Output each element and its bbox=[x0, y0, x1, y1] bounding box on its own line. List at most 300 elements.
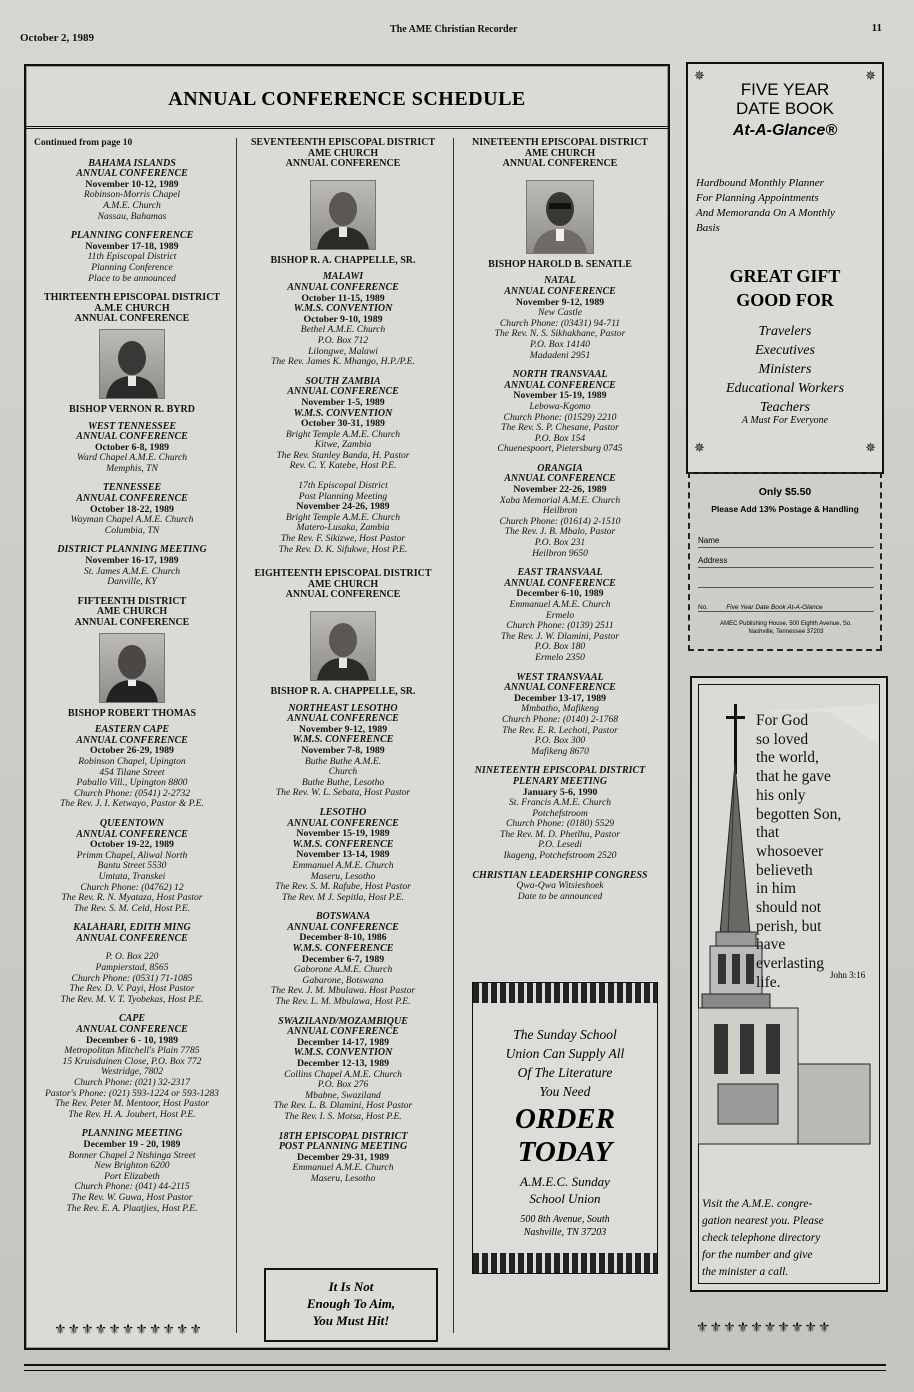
entry-line: Emmanuel A.M.E. Church bbox=[292, 859, 394, 871]
entry-line: Robinson Chapel, Upington bbox=[78, 755, 186, 767]
conference-entry bbox=[32, 422, 232, 475]
bishop-photo bbox=[310, 611, 376, 681]
audience-item: Executives bbox=[755, 343, 815, 358]
quantity-field[interactable] bbox=[698, 604, 874, 612]
district-heading-line: ANNUAL CONFERENCE bbox=[502, 158, 618, 170]
publisher-line: Nashville, Tennessee 37203 bbox=[748, 629, 824, 635]
entry-date: December 6-10, 1989 bbox=[516, 588, 604, 600]
entry-title: EAST TRANSVAAL bbox=[517, 567, 603, 579]
entry-line: Gabarone, Botswana bbox=[302, 974, 384, 986]
entry-date: November 15-19, 1989 bbox=[513, 390, 607, 402]
bible-verse bbox=[756, 712, 872, 993]
newspaper-name: The AME Christian Recorder bbox=[390, 24, 518, 35]
bishop-photo bbox=[310, 180, 376, 250]
entry-line: Church Phone: (0541) 2-2732 bbox=[73, 787, 191, 799]
district-heading bbox=[240, 138, 446, 170]
entry-date: November 24-26, 1989 bbox=[296, 501, 390, 513]
bishop-name: BISHOP R. A. CHAPPELLE, SR. bbox=[270, 254, 416, 266]
conference-entry bbox=[458, 276, 662, 361]
datebook-title-line: DATE BOOK bbox=[736, 99, 834, 118]
motto-text bbox=[266, 1278, 436, 1329]
datebook-title bbox=[688, 80, 882, 118]
datebook-description bbox=[696, 176, 874, 236]
entry-line: The Rev. H. A. Joubert, Host P.E. bbox=[68, 1108, 196, 1120]
title-bar bbox=[26, 66, 668, 129]
entry-line: Bright Temple A.M.E. Church bbox=[285, 428, 401, 440]
entry-title: 18TH EPISCOPAL DISTRICT bbox=[278, 1130, 408, 1142]
conference-entry bbox=[240, 1017, 446, 1123]
entry-line: Metropolitan Mitchell's Plain 7785 bbox=[64, 1045, 200, 1057]
entry-line: Ermelo bbox=[545, 609, 575, 621]
conference-entry bbox=[240, 704, 446, 799]
district-heading bbox=[32, 597, 232, 629]
conference-entry bbox=[458, 871, 662, 903]
entry-line: Robinson-Morris Chapel bbox=[83, 189, 181, 201]
entry-title: NORTH TRANSVAAL bbox=[512, 369, 608, 381]
datebook-desc-line: And Memoranda On A Monthly bbox=[696, 207, 835, 219]
verse-line: the world, bbox=[756, 749, 819, 767]
entry-line: 17th Episcopal District bbox=[298, 480, 388, 492]
entry-subtitle: ANNUAL CONFERENCE bbox=[504, 285, 616, 297]
schedule-column-2 bbox=[240, 138, 446, 1194]
entry-line: Matero-Lusaka, Zambia bbox=[296, 522, 390, 534]
entry-title: QUEENTOWN bbox=[99, 817, 165, 829]
entry-line: Chuenespoort, Pietersburg 0745 bbox=[497, 443, 623, 455]
bishop-photo bbox=[526, 180, 594, 254]
entry-date: December 19 - 20, 1989 bbox=[83, 1138, 181, 1150]
entry-line: P.O. Box 712 bbox=[317, 334, 369, 346]
fleur-de-lis-icon: ⚜⚜⚜⚜⚜⚜⚜⚜⚜⚜ bbox=[696, 1321, 832, 1336]
entry-subtitle: PLENARY MEETING bbox=[512, 775, 608, 787]
page-header bbox=[20, 22, 882, 44]
name-label: Name bbox=[698, 536, 720, 545]
entry-subtitle: W.M.S. CONVENTION bbox=[293, 407, 393, 419]
bishop-name: BISHOP R. A. CHAPPELLE, SR. bbox=[270, 686, 416, 697]
entry-subtitle: W.M.S. CONFERENCE bbox=[292, 734, 394, 746]
entry-subtitle: ANNUAL CONFERENCE bbox=[76, 168, 188, 180]
entry-line: The Rev. M. V. T. Tyobekas, Host P.E. bbox=[60, 993, 204, 1005]
entry-line: The Rev. L. B. Dlamini, Host Pastor bbox=[273, 1100, 413, 1112]
entry-line: The Rev. N. S. Sikhakhane, Pastor bbox=[494, 328, 626, 340]
entry-line: 15 Kruisduinen Close, P.O. Box 772 bbox=[62, 1055, 202, 1067]
district-heading-line: AME CHURCH bbox=[524, 147, 596, 159]
entry-line: The Rev. D. V. Payi, Host Pastor bbox=[69, 983, 195, 995]
entry-subtitle: ANNUAL CONFERENCE bbox=[76, 932, 188, 944]
conference-entry bbox=[240, 481, 446, 555]
datebook-gift-heading bbox=[688, 264, 882, 312]
entry-line: The Rev. M J. Sepitla, Host P.E. bbox=[282, 891, 404, 903]
entry-line: The Rev. L. M. Mbulawa, Host P.E. bbox=[275, 996, 411, 1008]
order-item-label: Five Year Date Book At-A-Glance bbox=[726, 604, 823, 611]
entry-subtitle: ANNUAL CONFERENCE bbox=[504, 379, 616, 391]
district-heading-line: AME CHURCH bbox=[307, 147, 379, 159]
district-heading-line: ANNUAL CONFERENCE bbox=[285, 589, 401, 601]
entry-date: October 30-31, 1989 bbox=[301, 418, 385, 430]
entry-title: TENNESSEE bbox=[102, 482, 162, 494]
conference-entry bbox=[240, 1132, 446, 1185]
entry-line: Qwa-Qwa Witsieshoek bbox=[516, 880, 604, 892]
page-number: 11 bbox=[871, 22, 882, 34]
entry-date: November 15-19, 1989 bbox=[296, 828, 390, 840]
visit-line: for the number and give bbox=[702, 1249, 813, 1261]
star-ornament-icon: ✵ bbox=[865, 440, 876, 455]
entry-line: The Rev. James K. Mhango, H.P./P.E. bbox=[271, 356, 415, 368]
entry-line: Church Phone: (021) 32-2317 bbox=[73, 1077, 191, 1088]
district-heading-line: THIRTEENTH EPISCOPAL DISTRICT bbox=[43, 292, 221, 304]
entry-subtitle: ANNUAL CONFERENCE bbox=[287, 817, 399, 829]
district-heading-line: A.M.E CHURCH bbox=[94, 302, 170, 314]
entry-line: The Rev. S. P. Chesane, Pastor bbox=[501, 422, 619, 434]
entry-date: December 6 - 10, 1989 bbox=[85, 1034, 179, 1046]
continued-note: Continued from page 10 bbox=[34, 138, 133, 148]
entry-line: Church Phone: (0139) 2511 bbox=[506, 620, 614, 632]
entry-line: Xaba Memorial A.M.E. Church bbox=[499, 494, 621, 506]
entry-line: Memphis, TN bbox=[106, 462, 158, 474]
entry-date: December 14-17, 1989 bbox=[296, 1036, 390, 1048]
district-heading bbox=[458, 138, 662, 170]
order-price: Only $5.50 bbox=[758, 486, 812, 498]
column-divider bbox=[236, 138, 237, 1333]
entry-subtitle: ANNUAL CONFERENCE bbox=[76, 493, 188, 505]
visit-line: check telephone directory bbox=[702, 1232, 821, 1244]
schedule-box bbox=[24, 64, 670, 1350]
datebook-desc-line: Basis bbox=[696, 222, 720, 234]
motto-line: Enough To Aim, bbox=[306, 1296, 396, 1311]
entry-line: Ikageng, Potchefstroom 2520 bbox=[503, 850, 617, 862]
motto-line: You Must Hit! bbox=[312, 1313, 390, 1328]
entry-date: December 8-10, 1986 bbox=[299, 932, 387, 944]
audience-item: Teachers bbox=[759, 400, 811, 415]
entry-line: Kitwe, Zambia bbox=[314, 439, 372, 451]
verse-line: begotten Son, bbox=[756, 805, 842, 823]
entry-line: Rev. C. Y. Katebe, Host P.E. bbox=[289, 460, 397, 472]
entry-line: Ward Chapel A.M.E. Church bbox=[76, 452, 188, 464]
ornamental-border-icon bbox=[473, 1253, 657, 1273]
entry-line: Potchefstroom bbox=[532, 807, 588, 819]
entry-line: Buthe Buthe A.M.E. bbox=[304, 755, 382, 767]
conference-entry bbox=[240, 912, 446, 1007]
entry-title: NORTHEAST LESOTHO bbox=[288, 702, 398, 714]
verse-reference: John 3:16 bbox=[830, 970, 866, 980]
entry-line: The Rev. J. I. Ketwayo, Pastor & P.E. bbox=[60, 798, 204, 810]
verse-line: life. bbox=[756, 973, 781, 991]
entry-line: The Rev. M. D. Phetlhu, Pastor bbox=[500, 828, 620, 840]
entry-subtitle: ANNUAL CONFERENCE bbox=[504, 473, 616, 485]
entry-date: November 17-18, 1989 bbox=[85, 240, 179, 252]
entry-line: The Rev. F. Sikizwe, Host Pastor bbox=[280, 533, 406, 545]
entry-line: P.O. Box 300 bbox=[534, 735, 586, 747]
entry-subtitle: POST PLANNING MEETING bbox=[278, 1141, 408, 1153]
entry-date: December 6-7, 1989 bbox=[301, 953, 385, 965]
conference-entry bbox=[32, 483, 232, 536]
entry-line: New Brighton 6200 bbox=[94, 1160, 170, 1172]
entry-title: ORANGIA bbox=[537, 462, 583, 474]
entry-line: The Rev. W. Guwa, Host Pastor bbox=[71, 1191, 193, 1203]
entry-title: WEST TENNESSEE bbox=[87, 420, 177, 432]
district-heading-line: AME CHURCH bbox=[307, 578, 379, 590]
entry-line: Nassau, Bahamas bbox=[97, 210, 167, 222]
verse-line: believeth bbox=[756, 861, 813, 879]
entry-title: MALAWI bbox=[322, 271, 364, 283]
entry-line: Church Phone: (041) 44-2115 bbox=[74, 1181, 190, 1193]
ss-ad-order bbox=[473, 1103, 657, 1169]
ss-ad-line: The Sunday School bbox=[513, 1027, 617, 1042]
entry-line: 11th Episcopal District bbox=[87, 251, 177, 263]
datebook-desc-line: For Planning Appointments bbox=[696, 192, 819, 204]
district-heading-line: ANNUAL CONFERENCE bbox=[74, 313, 190, 325]
conference-entry bbox=[458, 568, 662, 663]
entry-line: Wayman Chapel A.M.E. Church bbox=[70, 514, 194, 526]
entry-line: The Rev. S. M. Rafube, Host Pastor bbox=[275, 881, 411, 893]
entry-date: November 9-12, 1989 bbox=[298, 723, 388, 735]
entry-line: P.O. Box 154 bbox=[534, 432, 586, 444]
entry-title: PLANNING MEETING bbox=[81, 1128, 183, 1140]
conference-entry bbox=[32, 545, 232, 587]
entry-line: A.M.E. Church bbox=[103, 199, 161, 211]
entry-line: The Rev. S. M. Celd, Host P.E. bbox=[73, 902, 191, 914]
verse-line: should not bbox=[756, 899, 822, 917]
publisher-address bbox=[698, 620, 874, 636]
entry-line: Lilongwe, Malawi bbox=[308, 345, 378, 357]
entry-subtitle: ANNUAL CONFERENCE bbox=[287, 1026, 399, 1038]
entry-line: Ermelo 2350 bbox=[535, 651, 585, 663]
entry-title: BOTSWANA bbox=[315, 911, 371, 923]
datebook-brand: At-A-Glance® bbox=[732, 122, 838, 139]
district-heading bbox=[32, 293, 232, 325]
entry-line: P.O. Box 14140 bbox=[529, 338, 591, 350]
entry-title: KALAHARI, EDITH MING bbox=[73, 922, 191, 934]
entry-date: December 12-13, 1989 bbox=[296, 1058, 390, 1069]
entry-title: SWAZILAND/MOZAMBIQUE bbox=[278, 1015, 408, 1027]
gift-line: GOOD FOR bbox=[736, 290, 834, 310]
entry-line: Maseru, Lesotho bbox=[310, 870, 376, 882]
ss-address-line: Nashville, TN 37203 bbox=[523, 1227, 607, 1238]
entry-line: P.O. Lesedi bbox=[538, 839, 582, 851]
sunday-school-ad bbox=[472, 982, 658, 1274]
star-ornament-icon: ✵ bbox=[865, 68, 876, 83]
entry-title: CHRISTIAN LEADERSHIP CONGRESS bbox=[472, 869, 648, 881]
ornamental-border-icon bbox=[473, 983, 657, 1003]
entry-line: P.O. Box 180 bbox=[534, 641, 586, 653]
ss-ad-line: Union Can Supply All bbox=[505, 1046, 625, 1061]
bottom-rule bbox=[24, 1364, 886, 1371]
entry-line: Church Phone: (0180) 5529 bbox=[505, 818, 615, 830]
ss-ad-line: You Need bbox=[539, 1084, 591, 1099]
entry-line: The Rev. I. S. Motsa, Host P.E. bbox=[284, 1110, 402, 1122]
entry-date: December 13-17, 1989 bbox=[513, 692, 607, 704]
entry-line: The Rev. Peter M. Mentoor, Host Pastor bbox=[54, 1098, 210, 1110]
conference-entry bbox=[240, 377, 446, 472]
entry-line: St. Francis A.M.E. Church bbox=[508, 797, 612, 809]
datebook-desc-line: Hardbound Monthly Planner bbox=[696, 177, 824, 189]
conference-entry bbox=[32, 923, 232, 1005]
publisher-line: AMEC Publishing House, 500 Eighth Avenue, So. bbox=[720, 621, 852, 627]
entry-subtitle: W.M.S. CONVENTION bbox=[293, 1047, 393, 1059]
entry-line: Pampierstad, 8565 bbox=[95, 962, 169, 974]
bishop-photo bbox=[99, 329, 165, 399]
entry-subtitle: ANNUAL CONFERENCE bbox=[76, 734, 188, 746]
entry-line: Bright Temple A.M.E. Church bbox=[285, 511, 401, 523]
entry-line: Heilbron bbox=[542, 505, 578, 517]
entry-date: November 1-5, 1989 bbox=[301, 396, 385, 408]
entry-line: Place to be announced bbox=[88, 272, 176, 284]
entry-title: NATAL bbox=[544, 275, 576, 287]
entry-subtitle: ANNUAL CONFERENCE bbox=[287, 921, 399, 933]
address-field-line-2[interactable] bbox=[698, 576, 874, 588]
verse-line: that he gave bbox=[756, 768, 831, 786]
entry-line: Westridge, 7802 bbox=[100, 1066, 163, 1078]
bishop-photo bbox=[99, 633, 165, 703]
quantity-label: No. bbox=[698, 604, 709, 611]
entry-subtitle: ANNUAL CONFERENCE bbox=[287, 386, 399, 398]
entry-title: SOUTH ZAMBIA bbox=[305, 375, 381, 387]
ss-order-line: ORDER bbox=[515, 1103, 615, 1135]
entry-date: November 16-17, 1989 bbox=[85, 555, 179, 567]
district-heading-line: SEVENTEENTH EPISCOPAL DISTRICT bbox=[250, 137, 436, 148]
audience-item: Educational Workers bbox=[725, 381, 845, 396]
entry-line: Post Planning Meeting bbox=[298, 490, 388, 502]
entry-line: Mmbatho, Mafikeng bbox=[521, 703, 599, 715]
entry-date: October 19-22, 1989 bbox=[90, 839, 174, 851]
column-divider bbox=[453, 138, 454, 1333]
bishop-name: BISHOP HAROLD B. SENATLE bbox=[488, 258, 632, 270]
entry-title: DISTRICT PLANNING MEETING bbox=[57, 544, 207, 556]
entry-line: The Rev. E. A. Plaatjies, Host P.E. bbox=[66, 1202, 198, 1214]
verse-line: For God bbox=[756, 712, 809, 729]
entry-line: Church Phone: (03431) 94-711 bbox=[499, 317, 621, 329]
entry-line: Columbia, TN bbox=[104, 524, 160, 536]
entry-line: Church Phone: (01614) 2-1510 bbox=[499, 515, 621, 527]
bishop-name: BISHOP ROBERT THOMAS bbox=[67, 707, 197, 719]
datebook-title-line: FIVE YEAR bbox=[740, 80, 830, 99]
entry-line: The Rev. D. K. Sifukwe, Host P.E. bbox=[278, 543, 408, 555]
ss-union-line: School Union bbox=[529, 1191, 601, 1206]
entry-subtitle: W.M.S. CONFERENCE bbox=[292, 943, 394, 955]
entry-date: October 26-29, 1989 bbox=[90, 745, 174, 757]
entry-date: November 10-12, 1989 bbox=[85, 178, 179, 190]
entry-line: Emmanuel A.M.E. Church bbox=[292, 1162, 394, 1174]
ss-ad-address bbox=[473, 1213, 657, 1239]
schedule-column-3 bbox=[458, 138, 662, 911]
datebook-tagline: A Must For Everyone bbox=[741, 415, 829, 426]
entry-subtitle: ANNUAL CONFERENCE bbox=[76, 431, 188, 443]
entry-date: October 11-15, 1989 bbox=[301, 292, 385, 304]
conference-entry bbox=[32, 1129, 232, 1214]
motto-line: It Is Not bbox=[328, 1279, 374, 1294]
star-ornament-icon: ✵ bbox=[694, 68, 705, 83]
entry-subtitle: ANNUAL CONFERENCE bbox=[76, 828, 188, 840]
district-heading-line: ANNUAL CONFERENCE bbox=[285, 158, 401, 170]
entry-line: Madadeni 2951 bbox=[529, 349, 591, 361]
address-label: Address bbox=[698, 556, 728, 565]
conference-entry bbox=[240, 272, 446, 367]
entry-line: The Rev. W. L. Sebata, Host Pastor bbox=[275, 787, 411, 799]
entry-subtitle: ANNUAL CONFERENCE bbox=[504, 577, 616, 589]
entry-line: The Rev. E. R. Lechoti, Pastor bbox=[502, 724, 618, 736]
entry-subtitle: ANNUAL CONFERENCE bbox=[76, 1024, 188, 1036]
entry-date: December 29-31, 1989 bbox=[296, 1151, 390, 1163]
entry-line: The Rev. J. M. Mbulawa. Host Pastor bbox=[270, 985, 416, 997]
conference-entry bbox=[32, 819, 232, 914]
entry-line: Umtata, Transkei bbox=[98, 870, 166, 882]
entry-line: Emmanuel A.M.E. Church bbox=[509, 599, 611, 610]
ss-order-line: TODAY bbox=[517, 1136, 613, 1168]
entry-title: NINETEENTH EPISCOPAL DISTRICT bbox=[474, 765, 646, 777]
entry-line: Maseru, Lesotho bbox=[310, 1172, 376, 1184]
entry-line: Port Elizabeth bbox=[104, 1170, 160, 1182]
entry-line: Collins Chapel A.M.E. Church bbox=[284, 1068, 402, 1080]
order-postage: Please Add 13% Postage & Handling bbox=[711, 504, 859, 514]
datebook-ad bbox=[686, 62, 884, 474]
entry-line: 454 Tilane Street bbox=[99, 766, 165, 778]
entry-line: Danville, KY bbox=[107, 576, 157, 588]
entry-line: Gaborone A.M.E. Church bbox=[293, 964, 393, 976]
entry-line: New Castle bbox=[538, 307, 582, 319]
entry-line: The Rev. R. N. Myataza, Host Pastor bbox=[61, 892, 203, 904]
district-heading bbox=[240, 569, 446, 601]
ss-ad-text bbox=[473, 1025, 657, 1101]
entry-line: P.O. Box 276 bbox=[317, 1079, 369, 1091]
entry-line: Date to be announced bbox=[517, 890, 603, 902]
entry-title: EASTERN CAPE bbox=[94, 724, 170, 736]
entry-line: Bethel A.M.E. Church bbox=[300, 324, 386, 336]
verse-line: so loved bbox=[756, 730, 809, 748]
entry-line: P.O. Box 231 bbox=[534, 537, 586, 549]
ss-ad-union bbox=[473, 1173, 657, 1207]
entry-subtitle: ANNUAL CONFERENCE bbox=[504, 682, 616, 694]
entry-line: St. James A.M.E. Church bbox=[83, 565, 181, 577]
entry-line: Church Phone: (0531) 71-1085 bbox=[71, 972, 193, 984]
verse-line: that bbox=[756, 824, 780, 842]
ss-ad-line: Of The Literature bbox=[517, 1065, 613, 1080]
entry-line: Bantu Street 5530 bbox=[97, 860, 167, 872]
audience-item: Travelers bbox=[758, 324, 812, 339]
district-heading-line: FIFTEENTH DISTRICT bbox=[77, 595, 187, 607]
verse-line: have bbox=[756, 936, 786, 954]
entry-line: Primm Chapel, Aliwal North bbox=[76, 849, 188, 861]
audience-item: Ministers bbox=[758, 362, 812, 377]
entry-line: Church Phone: (04762) 12 bbox=[80, 881, 184, 893]
john-316-ad bbox=[690, 676, 888, 1292]
address-field[interactable] bbox=[698, 556, 874, 568]
visit-line: gation nearest you. Please bbox=[702, 1215, 824, 1227]
visit-line: the minister a call. bbox=[702, 1266, 789, 1278]
verse-line: his only bbox=[756, 786, 806, 804]
entry-line: Paballo Vill., Upington 8800 bbox=[76, 777, 188, 789]
motto-box bbox=[264, 1268, 438, 1342]
entry-line: Mafikeng 8670 bbox=[531, 745, 589, 757]
district-heading-line: EIGHTEENTH EPISCOPAL DISTRICT bbox=[254, 568, 432, 580]
entry-line: Church bbox=[328, 766, 358, 778]
entry-date: October 6-8, 1989 bbox=[94, 441, 170, 453]
name-field[interactable] bbox=[698, 536, 874, 548]
entry-line: Pastor's Phone: (021) 593-1224 or 593-1283 bbox=[45, 1087, 219, 1099]
entry-date: November 22-26, 1989 bbox=[513, 484, 607, 496]
entry-line: Church Phone: (01529) 2210 bbox=[503, 411, 617, 423]
star-ornament-icon: ✵ bbox=[694, 440, 705, 455]
verse-line: whosoever bbox=[756, 842, 824, 860]
entry-line: P. O. Box 220 bbox=[105, 951, 159, 963]
entry-line: The Rev. J. W. Dlamini, Pastor bbox=[500, 630, 620, 642]
ss-address-line: 500 8th Avenue, South bbox=[520, 1214, 610, 1225]
ss-union-line: A.M.E.C. Sunday bbox=[520, 1174, 610, 1189]
entry-line: The Rev. Stanley Banda, H. Pastor bbox=[276, 449, 410, 461]
entry-title: LESOTHO bbox=[319, 806, 367, 818]
issue-date: October 2, 1989 bbox=[20, 32, 95, 44]
conference-entry bbox=[32, 159, 232, 223]
district-heading-line: AME CHURCH bbox=[96, 606, 168, 618]
entry-subtitle: W.M.S. CONFERENCE bbox=[292, 838, 394, 850]
